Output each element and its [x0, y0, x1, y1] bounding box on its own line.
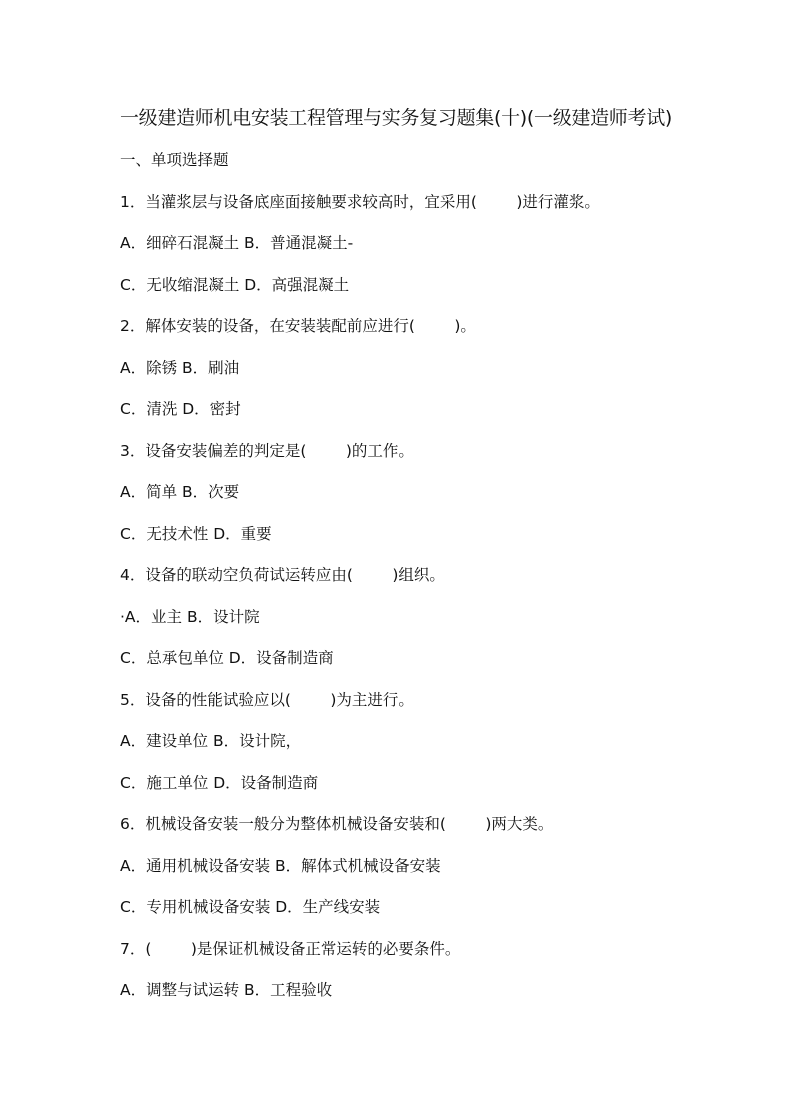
question-4-options-ab: ·A．业主 B．设计院 — [120, 608, 260, 626]
question-6-options-cd: C．专用机械设备安装 D．生产线安装 — [120, 898, 381, 916]
question-5: 5．设备的性能试验应以( )为主进行。 — [120, 691, 414, 709]
section-heading: 一、单项选择题 — [120, 151, 229, 169]
question-7: 7．( )是保证机械设备正常运转的必要条件。 — [120, 940, 461, 958]
question-2-options-ab: A．除锈 B．刷油 — [120, 359, 240, 377]
question-2-options-cd: C．清洗 D．密封 — [120, 400, 241, 418]
question-1-options-cd: C．无收缩混凝土 D．高强混凝土 — [120, 276, 350, 294]
question-3-options-cd: C．无技术性 D．重要 — [120, 525, 272, 543]
question-1: 1．当灌浆层与设备底座面接触要求较高时，宜采用( )进行灌浆。 — [120, 193, 600, 211]
question-7-options-ab: A．调整与试运转 B．工程验收 — [120, 981, 333, 999]
question-3-options-ab: A．简单 B．次要 — [120, 483, 240, 501]
question-4: 4．设备的联动空负荷试运转应由( )组织。 — [120, 566, 445, 584]
question-3: 3．设备安装偏差的判定是( )的工作。 — [120, 442, 414, 460]
question-1-options-ab: A．细碎石混凝土 B．普通混凝土- — [120, 234, 354, 252]
question-5-options-cd: C．施工单位 D．设备制造商 — [120, 774, 319, 792]
question-6: 6．机械设备安装一般分为整体机械设备安装和( )两大类。 — [120, 815, 554, 833]
question-5-options-ab: A．建设单位 B．设计院， — [120, 732, 302, 750]
question-6-options-ab: A．通用机械设备安装 B．解体式机械设备安装 — [120, 857, 441, 875]
question-4-options-cd: C．总承包单位 D．设备制造商 — [120, 649, 334, 667]
document-title: 一级建造师机电安装工程管理与实务复习题集(十)(一级建造师考试) — [119, 107, 673, 129]
question-2: 2．解体安装的设备，在安装装配前应进行( )。 — [120, 317, 476, 335]
